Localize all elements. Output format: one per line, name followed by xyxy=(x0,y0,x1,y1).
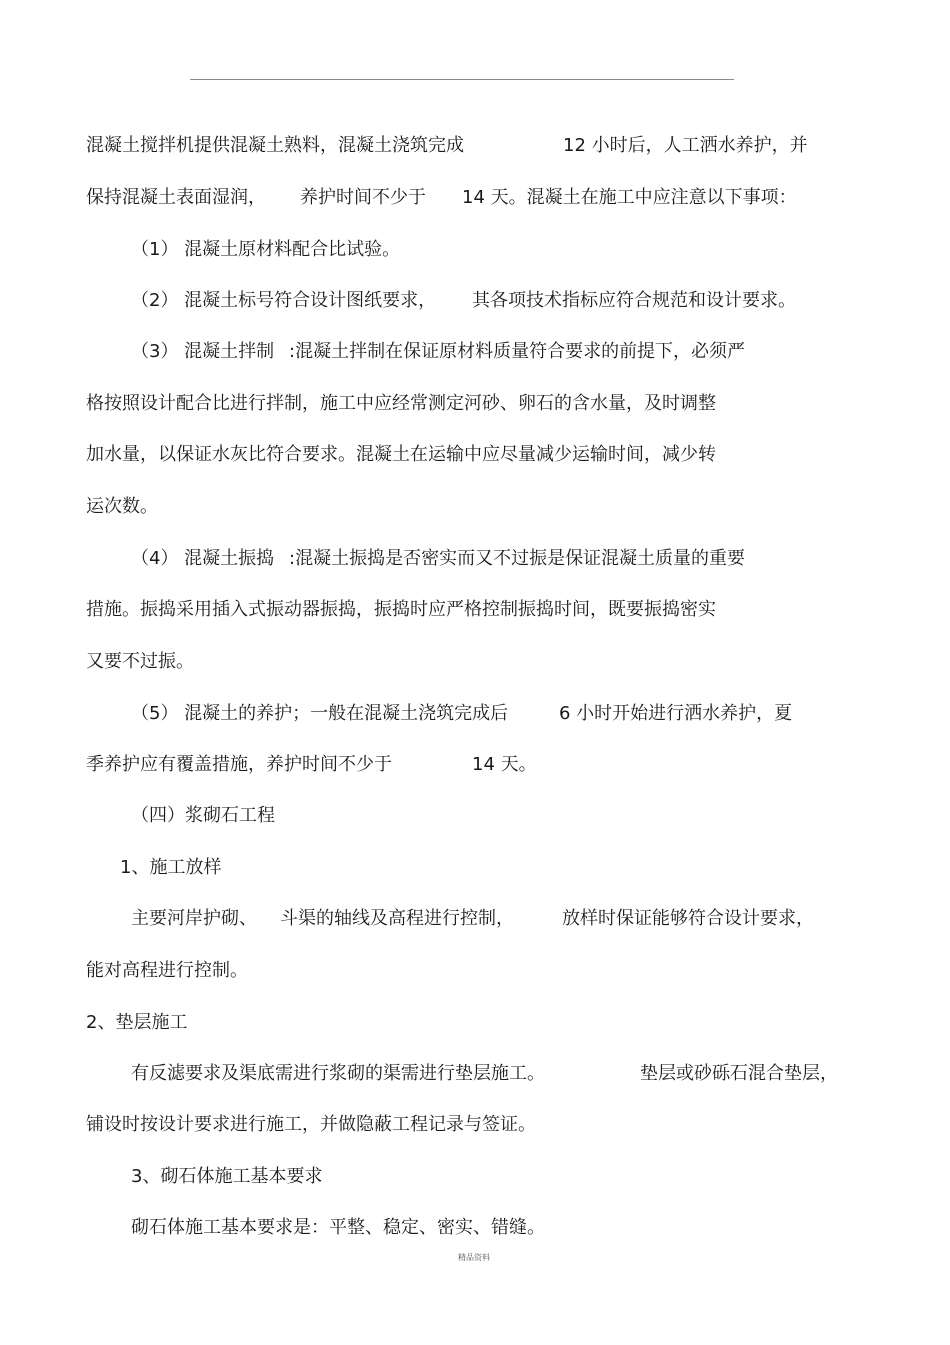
para-line-7: 加水量，以保证水灰比符合要求。混凝土在运输中应尽量减少运输时间，减少转 xyxy=(86,444,716,465)
list-item-1: （1） 混凝土原材料配合比试验。 xyxy=(131,239,401,260)
para-line-11: 又要不过振。 xyxy=(86,651,194,672)
para-line-22: 砌石体施工基本要求是：平整、稳定、密实、错缝。 xyxy=(131,1217,545,1238)
para-line-1b: 12 小时后，人工洒水养护，并 xyxy=(563,135,808,156)
para-line-6: 格按照设计配合比进行拌制，施工中应经常测定河砂、卵石的含水量，及时调整 xyxy=(86,393,716,414)
subheading-3: 3、砌石体施工基本要求 xyxy=(131,1166,323,1187)
para-line-17: 能对高程进行控制。 xyxy=(86,960,248,981)
list-item-5b: 6 小时开始进行洒水养护，夏 xyxy=(559,703,793,724)
para-line-16a: 主要河岸护砌、 xyxy=(131,908,257,929)
para-line-13a: 季养护应有覆盖措施，养护时间不少于 xyxy=(86,754,392,775)
para-line-2b: 养护时间不少于 xyxy=(300,187,426,208)
para-line-1a: 混凝土搅拌机提供混凝土熟料，混凝土浇筑完成 xyxy=(86,135,464,156)
list-item-4a: （4） 混凝土振捣 xyxy=(131,548,275,569)
subheading-1: 1、施工放样 xyxy=(120,857,222,878)
list-item-3a: （3） 混凝土拌制 xyxy=(131,341,275,362)
para-line-10: 措施。振捣采用插入式振动器振捣，振捣时应严格控制振捣时间，既要振捣密实 xyxy=(86,599,716,620)
para-line-8: 运次数。 xyxy=(86,496,158,517)
page-footer: 精品资料 xyxy=(458,1253,490,1262)
list-item-4b: :混凝土振捣是否密实而又不过振是保证混凝土质量的重要 xyxy=(289,548,746,569)
para-line-16b: 斗渠的轴线及高程进行控制， xyxy=(280,908,514,929)
para-line-19a: 有反滤要求及渠底需进行浆砌的渠需进行垫层施工。 xyxy=(131,1063,545,1084)
list-item-2a: （2） 混凝土标号符合设计图纸要求， xyxy=(131,290,437,311)
para-line-19b: 垫层或砂砾石混合垫层， xyxy=(640,1063,838,1084)
list-item-5a: （5） 混凝土的养护；一般在混凝土浇筑完成后 xyxy=(131,703,509,724)
para-line-2c: 14 天。混凝土在施工中应注意以下事项： xyxy=(462,187,797,208)
para-line-16c: 放样时保证能够符合设计要求， xyxy=(562,908,814,929)
header-rule xyxy=(190,79,734,80)
section-heading-4: （四）浆砌石工程 xyxy=(131,805,275,826)
list-item-3b: :混凝土拌制在保证原材料质量符合要求的前提下，必须严 xyxy=(289,341,746,362)
para-line-20: 铺设时按设计要求进行施工，并做隐蔽工程记录与签证。 xyxy=(86,1114,536,1135)
para-line-13b: 14 天。 xyxy=(472,754,537,775)
subheading-2: 2、垫层施工 xyxy=(86,1012,188,1033)
para-line-2a: 保持混凝土表面湿润， xyxy=(86,187,266,208)
list-item-2b: 其各项技术指标应符合规范和设计要求。 xyxy=(472,290,796,311)
